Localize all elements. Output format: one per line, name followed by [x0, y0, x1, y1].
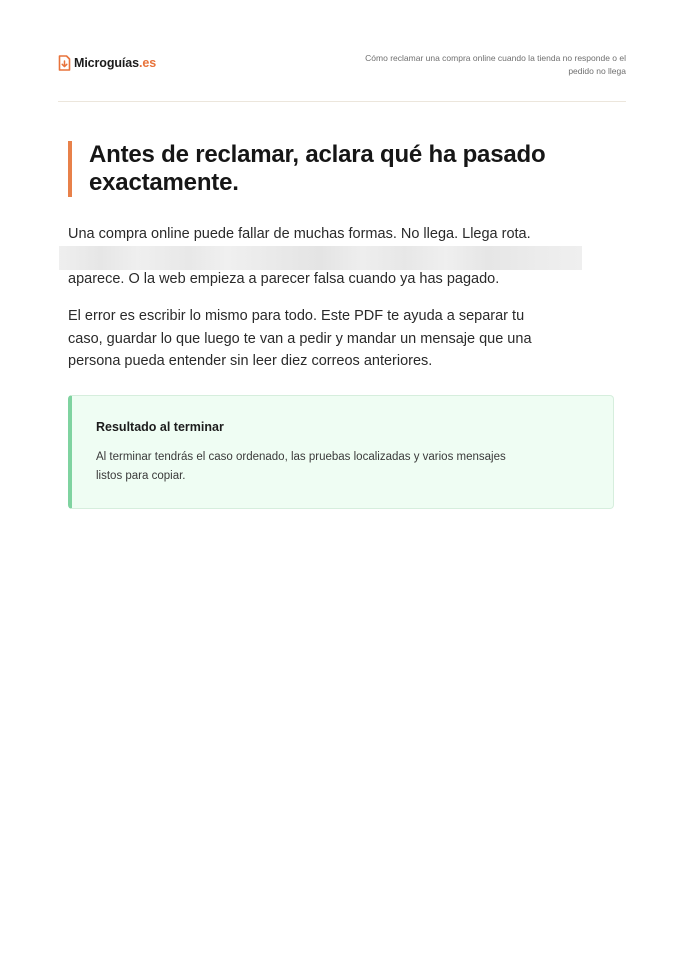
callout-text-line-1: Al terminar tendrás el caso ordenado, las pruebas localizadas y varios mensajes	[96, 451, 506, 463]
section-heading-line-2: exactamente.	[89, 169, 239, 196]
explanation-paragraph-line-2: caso, guardar lo que luego te van a pedir y mandar un mensaje que una	[68, 330, 532, 347]
intro-paragraph-line-3: aparece. O la web empieza a parecer falsa cuando ya has pagado.	[68, 271, 500, 287]
redacted-line	[68, 246, 608, 269]
section-heading	[89, 141, 649, 197]
callout-title: Resultado al terminar	[96, 420, 224, 434]
section-heading-block	[68, 141, 649, 197]
explanation-paragraph-line-3: persona pueda entender sin leer diez correos anteriores.	[68, 353, 433, 369]
callout-text	[96, 448, 586, 486]
brand-logo	[58, 55, 156, 71]
page-header	[58, 50, 626, 102]
explanation-paragraph-line-1: El error es escribir lo mismo para todo. Este PDF te ayuda a separar tu	[68, 308, 525, 324]
section-heading-line-1: Antes de reclamar, aclara qué ha pasado	[89, 141, 546, 168]
explanation-paragraph	[68, 305, 608, 373]
intro-paragraph-line-1: Una compra online puede fallar de muchas formas. No llega. Llega rota.	[68, 226, 531, 242]
redaction-blur	[59, 246, 582, 270]
document-download-icon	[58, 55, 71, 71]
document-title-line-2: pedido no llega	[568, 66, 626, 76]
callout-text-line-2: listos para copiar.	[96, 470, 186, 482]
document-title-line-1: Cómo reclamar una compra online cuando la tienda no responde o el	[365, 53, 626, 63]
intro-paragraph	[68, 223, 608, 291]
brand-name: Microguías.es	[74, 56, 157, 70]
result-callout	[68, 395, 614, 509]
document-title	[326, 52, 626, 78]
